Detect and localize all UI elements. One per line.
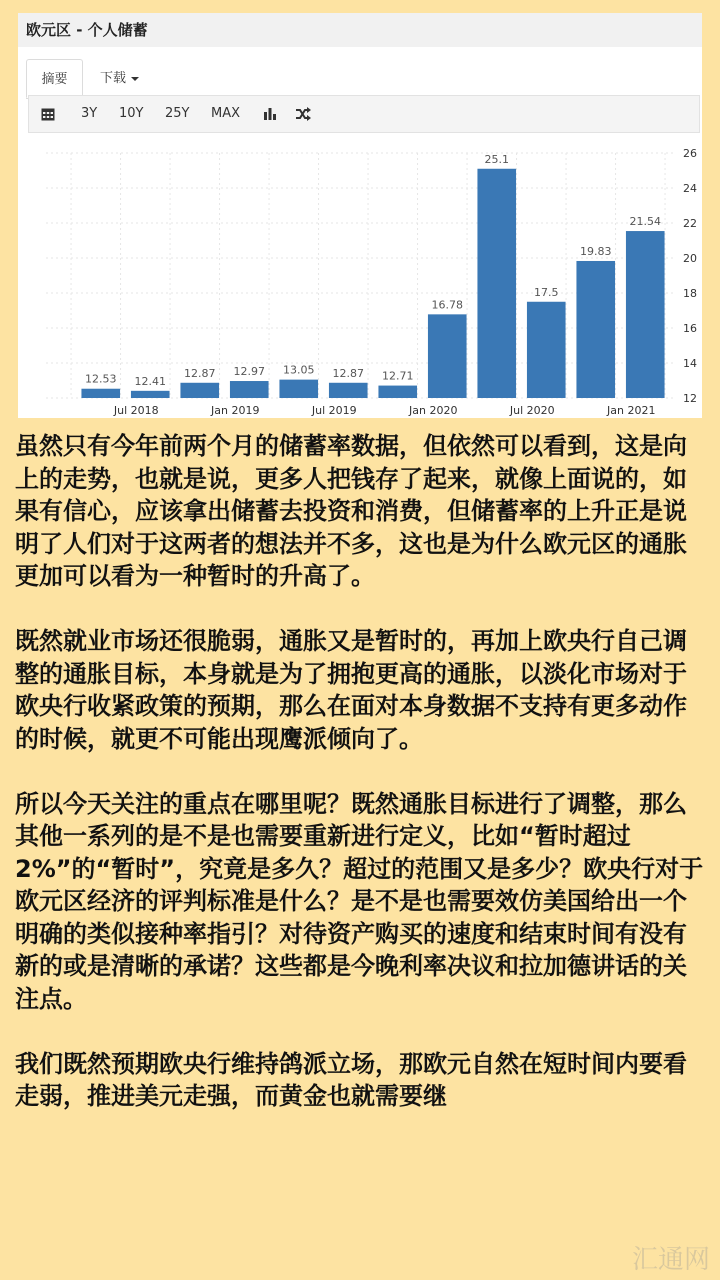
data-label: 12.97: [233, 365, 265, 379]
data-label: 12.87: [184, 366, 216, 380]
data-label: 21.54: [629, 215, 661, 229]
data-label: 13.05: [283, 363, 315, 377]
range-10y-button[interactable]: 10Y: [119, 106, 144, 121]
data-label: 12.87: [332, 366, 364, 380]
range-3y-button[interactable]: 3Y: [81, 106, 98, 121]
x-tick-label: Jan 2021: [607, 404, 656, 417]
article-paragraph: 既然就业市场还很脆弱，通胀又是暂时的，再加上欧央行自己调整的通胀目标，本身就是为了拥抱更高的通胀，以淡化市场对于欧央行收紧政策的预期，那么在面对本身数据不支持有更多动作的时候，就更不可能出现鹰派倾向了。: [15, 627, 687, 753]
range-25y-button[interactable]: 25Y: [165, 106, 190, 121]
shuffle-icon[interactable]: [295, 96, 311, 132]
tab-bar: [26, 59, 696, 99]
y-tick-label: 12: [683, 392, 697, 405]
y-tick-label: 18: [683, 287, 697, 300]
bar: [428, 314, 467, 398]
bar: [527, 302, 566, 398]
y-tick-label: 24: [683, 182, 697, 195]
bar: [180, 383, 219, 398]
data-label: 25.1: [484, 152, 509, 166]
data-label: 16.78: [431, 298, 463, 312]
x-tick-label: Jan 2019: [211, 404, 260, 417]
x-tick-label: Jul 2019: [311, 404, 357, 417]
y-tick-label: 16: [683, 322, 697, 335]
calendar-icon[interactable]: [41, 96, 55, 132]
range-max-button[interactable]: MAX: [211, 106, 241, 121]
chart-toolbar: [28, 95, 700, 133]
y-tick-label: 22: [683, 217, 697, 230]
bar: [626, 231, 665, 398]
data-label: 19.83: [580, 244, 612, 258]
article-paragraph: 所以今天关注的重点在哪里呢？既然通胀目标进行了调整，那么其他一系列的是不是也需要重新进行定义，比如“暂时超过2%”的“暂时”，究竟是多久？超过的范围又是多少？欧央行对于欧元区经济的评判标准是什么？是不是也需要效仿美国给出一个明确的类似接种率指引？对待资产购买的速度和结束时间有没有新的或是清晰的承诺？这些都是今晚利率决议和拉加德讲话的关注点。: [15, 789, 704, 1013]
tab-download-label: 下载: [100, 71, 127, 86]
data-label: 17.5: [534, 285, 559, 299]
bar-chart-icon[interactable]: [263, 96, 277, 132]
savings-bar-chart: [18, 141, 702, 418]
bar: [329, 383, 368, 398]
article-body: [15, 430, 705, 1145]
panel-title: 欧元区 - 个人储蓄: [18, 13, 702, 47]
caret-down-icon: [131, 77, 139, 81]
y-tick-label: 14: [683, 357, 697, 370]
bar: [131, 391, 170, 398]
bar: [477, 169, 516, 398]
x-tick-label: Jan 2020: [409, 404, 458, 417]
tab-download[interactable]: [100, 59, 139, 98]
bar: [279, 380, 318, 398]
data-label: 12.53: [85, 372, 117, 386]
data-label: 12.41: [134, 374, 166, 388]
data-label: 12.71: [382, 369, 414, 383]
bar: [230, 381, 269, 398]
article-paragraph: 我们既然预期欧央行维持鸽派立场，那欧元自然在短时间内要看走弱，推进美元走强，而黄金也就需要继: [15, 1049, 687, 1110]
x-tick-label: Jul 2020: [509, 404, 555, 417]
y-tick-label: 20: [683, 252, 697, 265]
bar: [81, 389, 120, 398]
bar: [378, 386, 417, 398]
bar: [576, 261, 615, 398]
x-tick-label: Jul 2018: [113, 404, 159, 417]
chart-panel: [18, 13, 702, 418]
article-paragraph: 虽然只有今年前两个月的储蓄率数据，但依然可以看到，这是向上的走势，也就是说，更多人把钱存了起来，就像上面说的，如果有信心，应该拿出储蓄去投资和消费，但储蓄率的上升正是说明了人们对于这两者的想法并不多，这也是为什么欧元区的通胀更加可以看为一种暂时的升高了。: [15, 432, 687, 590]
tab-summary[interactable]: 摘要: [26, 59, 83, 98]
y-tick-label: 26: [683, 147, 697, 160]
watermark: 汇通网: [631, 1245, 710, 1275]
